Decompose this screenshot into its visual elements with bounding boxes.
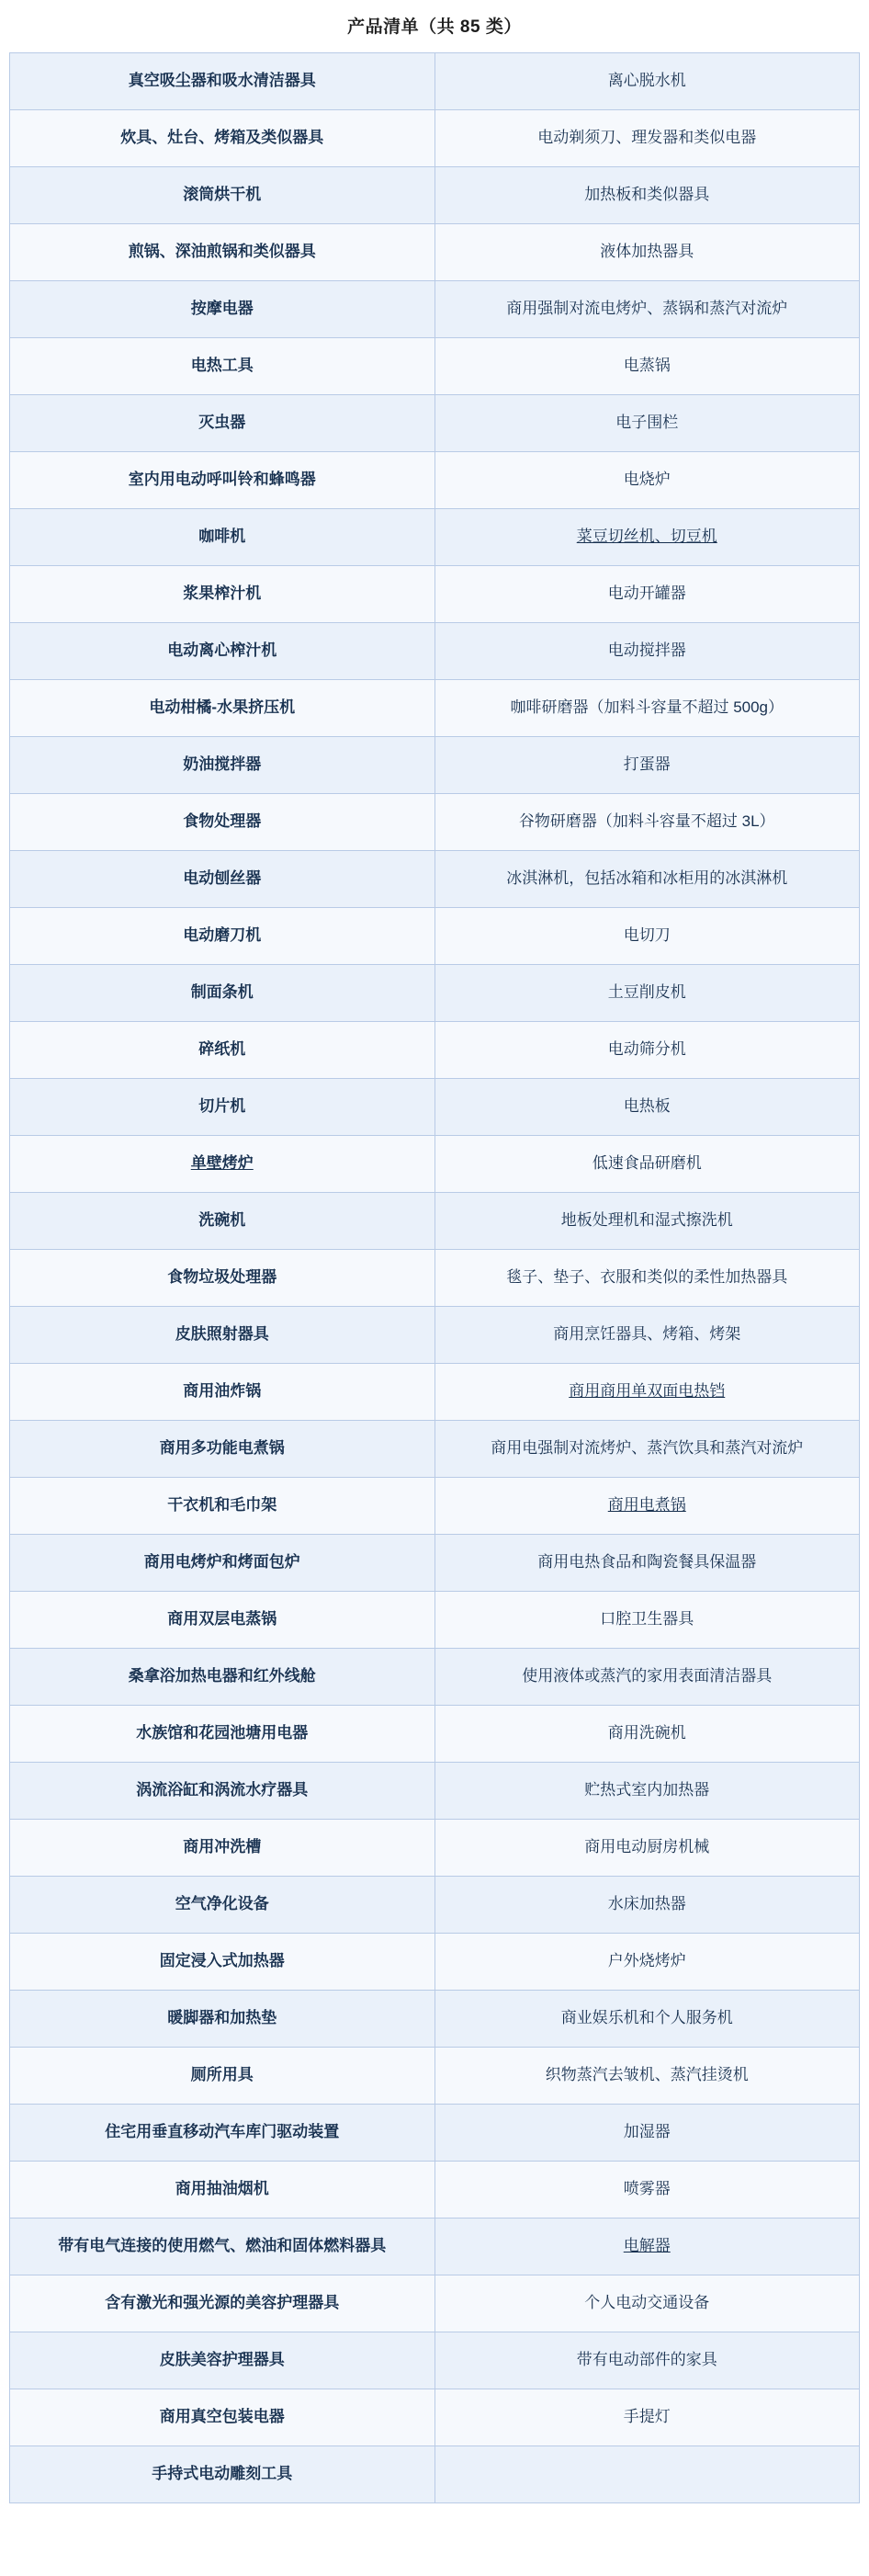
table-row: [10, 794, 860, 851]
cell-underline-text: 单壁烤炉: [190, 1154, 254, 1173]
table-cell-left: 食物垃圾处理器: [10, 1250, 435, 1307]
table-cell-right: 商用洗碗机: [434, 1706, 860, 1763]
table-row: [10, 1478, 860, 1535]
table-row: [10, 908, 860, 965]
table-row: [10, 2219, 860, 2275]
table-cell-left: 按摩电器: [10, 281, 435, 338]
table-cell-right: 手提灯: [434, 2389, 860, 2446]
table-cell-right: 电热板: [434, 1079, 860, 1136]
table-cell-right: 电动筛分机: [434, 1022, 860, 1079]
table-row: [10, 224, 860, 281]
table-cell-right: 商业娱乐机和个人服务机: [434, 1991, 860, 2048]
table-row: [10, 1877, 860, 1934]
table-row: [10, 110, 860, 167]
table-cell-left: 滚筒烘干机: [10, 167, 435, 224]
table-cell-left: 炊具、灶台、烤箱及类似器具: [10, 110, 435, 167]
table-row: [10, 566, 860, 623]
table-cell-right: 冰淇淋机，包括冰箱和冰柜用的冰淇淋机: [434, 851, 860, 908]
table-cell-left: 暖脚器和加热垫: [10, 1991, 435, 2048]
table-cell-left: 灭虫器: [10, 395, 435, 452]
table-cell-right: 使用液体或蒸汽的家用表面清洁器具: [434, 1649, 860, 1706]
table-row: [10, 2389, 860, 2446]
table-row: [10, 1421, 860, 1478]
table-row: [10, 2048, 860, 2105]
table-cell-right: 地板处理机和湿式擦洗机: [434, 1193, 860, 1250]
table-cell-left: 电动磨刀机: [10, 908, 435, 965]
table-row: [10, 2105, 860, 2162]
cell-underline-text: 商用商用单双面电热铛: [569, 1382, 726, 1401]
table-cell-right: [434, 1364, 860, 1421]
table-row: [10, 851, 860, 908]
table-row: [10, 1250, 860, 1307]
table-row: [10, 2162, 860, 2219]
table-row: [10, 509, 860, 566]
table-cell-right: 户外烧烤炉: [434, 1934, 860, 1991]
table-cell-right: 加热板和类似器具: [434, 167, 860, 224]
table-row: [10, 338, 860, 395]
table-cell-right: 喷雾器: [434, 2162, 860, 2219]
table-cell-left: 皮肤照射器具: [10, 1307, 435, 1364]
table-cell-left: 商用双层电蒸锅: [10, 1592, 435, 1649]
table-cell-right: 带有电动部件的家具: [434, 2332, 860, 2389]
table-cell-left: 干衣机和毛巾架: [10, 1478, 435, 1535]
table-cell-right: 商用电热食品和陶瓷餐具保温器: [434, 1535, 860, 1592]
table-cell-right: 水床加热器: [434, 1877, 860, 1934]
table-row: [10, 1079, 860, 1136]
table-row: [10, 623, 860, 680]
table-cell-left: 商用多功能电煮锅: [10, 1421, 435, 1478]
table-row: [10, 680, 860, 737]
table-cell-left: 食物处理器: [10, 794, 435, 851]
table-cell-right: 液体加热器具: [434, 224, 860, 281]
table-cell-right: [434, 2219, 860, 2275]
table-row: [10, 2332, 860, 2389]
cell-underline-text: 电解器: [623, 2237, 671, 2255]
table-cell-left: 浆果榨汁机: [10, 566, 435, 623]
table-row: [10, 1136, 860, 1193]
table-cell-left: 奶油搅拌器: [10, 737, 435, 794]
table-cell-left: 涡流浴缸和涡流水疗器具: [10, 1763, 435, 1820]
table-cell-left: 商用抽油烟机: [10, 2162, 435, 2219]
table-cell-right: 电动搅拌器: [434, 623, 860, 680]
table-row: [10, 1307, 860, 1364]
table-cell-left: 带有电气连接的使用燃气、燃油和固体燃料器具: [10, 2219, 435, 2275]
table-row: [10, 1934, 860, 1991]
table-cell-left: 洗碗机: [10, 1193, 435, 1250]
table-row: [10, 965, 860, 1022]
table-cell-left: 碎纸机: [10, 1022, 435, 1079]
table-cell-left: 空气净化设备: [10, 1877, 435, 1934]
table-row: [10, 1649, 860, 1706]
table-cell-right: 电子围栏: [434, 395, 860, 452]
table-cell-right: 商用电强制对流烤炉、蒸汽饮具和蒸汽对流炉: [434, 1421, 860, 1478]
table-cell-right: 个人电动交通设备: [434, 2275, 860, 2332]
table-cell-left: 电动柑橘-水果挤压机: [10, 680, 435, 737]
table-cell-left: 煎锅、深油煎锅和类似器具: [10, 224, 435, 281]
table-cell-left: [10, 1136, 435, 1193]
table-cell-right: 贮热式室内加热器: [434, 1763, 860, 1820]
table-cell-right: 离心脱水机: [434, 53, 860, 110]
table-row: [10, 737, 860, 794]
table-cell-right: 织物蒸汽去皱机、蒸汽挂烫机: [434, 2048, 860, 2105]
table-row: [10, 281, 860, 338]
table-cell-right: 打蛋器: [434, 737, 860, 794]
table-cell-right: 咖啡研磨器（加料斗容量不超过 500g）: [434, 680, 860, 737]
table-row: [10, 395, 860, 452]
table-cell-left: 厕所用具: [10, 2048, 435, 2105]
table-cell-left: 住宅用垂直移动汽车库门驱动装置: [10, 2105, 435, 2162]
table-cell-left: 切片机: [10, 1079, 435, 1136]
table-cell-left: 室内用电动呼叫铃和蜂鸣器: [10, 452, 435, 509]
table-cell-right: 电动开罐器: [434, 566, 860, 623]
table-cell-right: 毯子、垫子、衣服和类似的柔性加热器具: [434, 1250, 860, 1307]
table-row: [10, 1991, 860, 2048]
table-cell-right: [434, 509, 860, 566]
table-row: [10, 2446, 860, 2503]
table-cell-right: 商用烹饪器具、烤箱、烤架: [434, 1307, 860, 1364]
table-row: [10, 1592, 860, 1649]
table-cell-right: 加湿器: [434, 2105, 860, 2162]
table-cell-right: 土豆削皮机: [434, 965, 860, 1022]
table-cell-left: 固定浸入式加热器: [10, 1934, 435, 1991]
table-row: [10, 167, 860, 224]
table-row: [10, 1535, 860, 1592]
table-cell-left: 商用电烤炉和烤面包炉: [10, 1535, 435, 1592]
table-cell-right: 电烧炉: [434, 452, 860, 509]
product-table: [9, 52, 860, 2503]
table-cell-left: 咖啡机: [10, 509, 435, 566]
table-cell-left: 商用真空包装电器: [10, 2389, 435, 2446]
table-cell-right: 电切刀: [434, 908, 860, 965]
cell-underline-text: 商用电煮锅: [607, 1496, 686, 1515]
table-cell-left: 商用冲洗槽: [10, 1820, 435, 1877]
table-row: [10, 1706, 860, 1763]
page-title: 产品清单（共 85 类）: [347, 17, 522, 37]
table-cell-right: 谷物研磨器（加料斗容量不超过 3L）: [434, 794, 860, 851]
table-cell-left: 桑拿浴加热电器和红外线舱: [10, 1649, 435, 1706]
table-cell-right: 口腔卫生器具: [434, 1592, 860, 1649]
table-cell-right: [434, 2446, 860, 2503]
cell-underline-text: 菜豆切丝机、切豆机: [576, 528, 717, 546]
table-cell-right: [434, 1478, 860, 1535]
table-cell-left: 电热工具: [10, 338, 435, 395]
table-row: [10, 452, 860, 509]
table-cell-left: 皮肤美容护理器具: [10, 2332, 435, 2389]
table-cell-left: 电动刨丝器: [10, 851, 435, 908]
table-cell-right: 低速食品研磨机: [434, 1136, 860, 1193]
table-cell-left: 含有激光和强光源的美容护理器具: [10, 2275, 435, 2332]
table-cell-right: 商用电动厨房机械: [434, 1820, 860, 1877]
table-cell-left: 商用油炸锅: [10, 1364, 435, 1421]
table-row: [10, 1364, 860, 1421]
table-cell-left: 制面条机: [10, 965, 435, 1022]
table-cell-left: 真空吸尘器和吸水清洁器具: [10, 53, 435, 110]
table-cell-left: 电动离心榨汁机: [10, 623, 435, 680]
table-cell-right: 商用强制对流电烤炉、蒸锅和蒸汽对流炉: [434, 281, 860, 338]
table-row: [10, 2275, 860, 2332]
table-row: [10, 1193, 860, 1250]
table-cell-right: 电动剃须刀、理发器和类似电器: [434, 110, 860, 167]
table-row: [10, 53, 860, 110]
table-row: [10, 1820, 860, 1877]
table-cell-left: 手持式电动雕刻工具: [10, 2446, 435, 2503]
table-cell-left: 水族馆和花园池塘用电器: [10, 1706, 435, 1763]
table-row: [10, 1022, 860, 1079]
table-row: [10, 1763, 860, 1820]
product-table-body: [10, 53, 860, 2503]
table-cell-right: 电蒸锅: [434, 338, 860, 395]
